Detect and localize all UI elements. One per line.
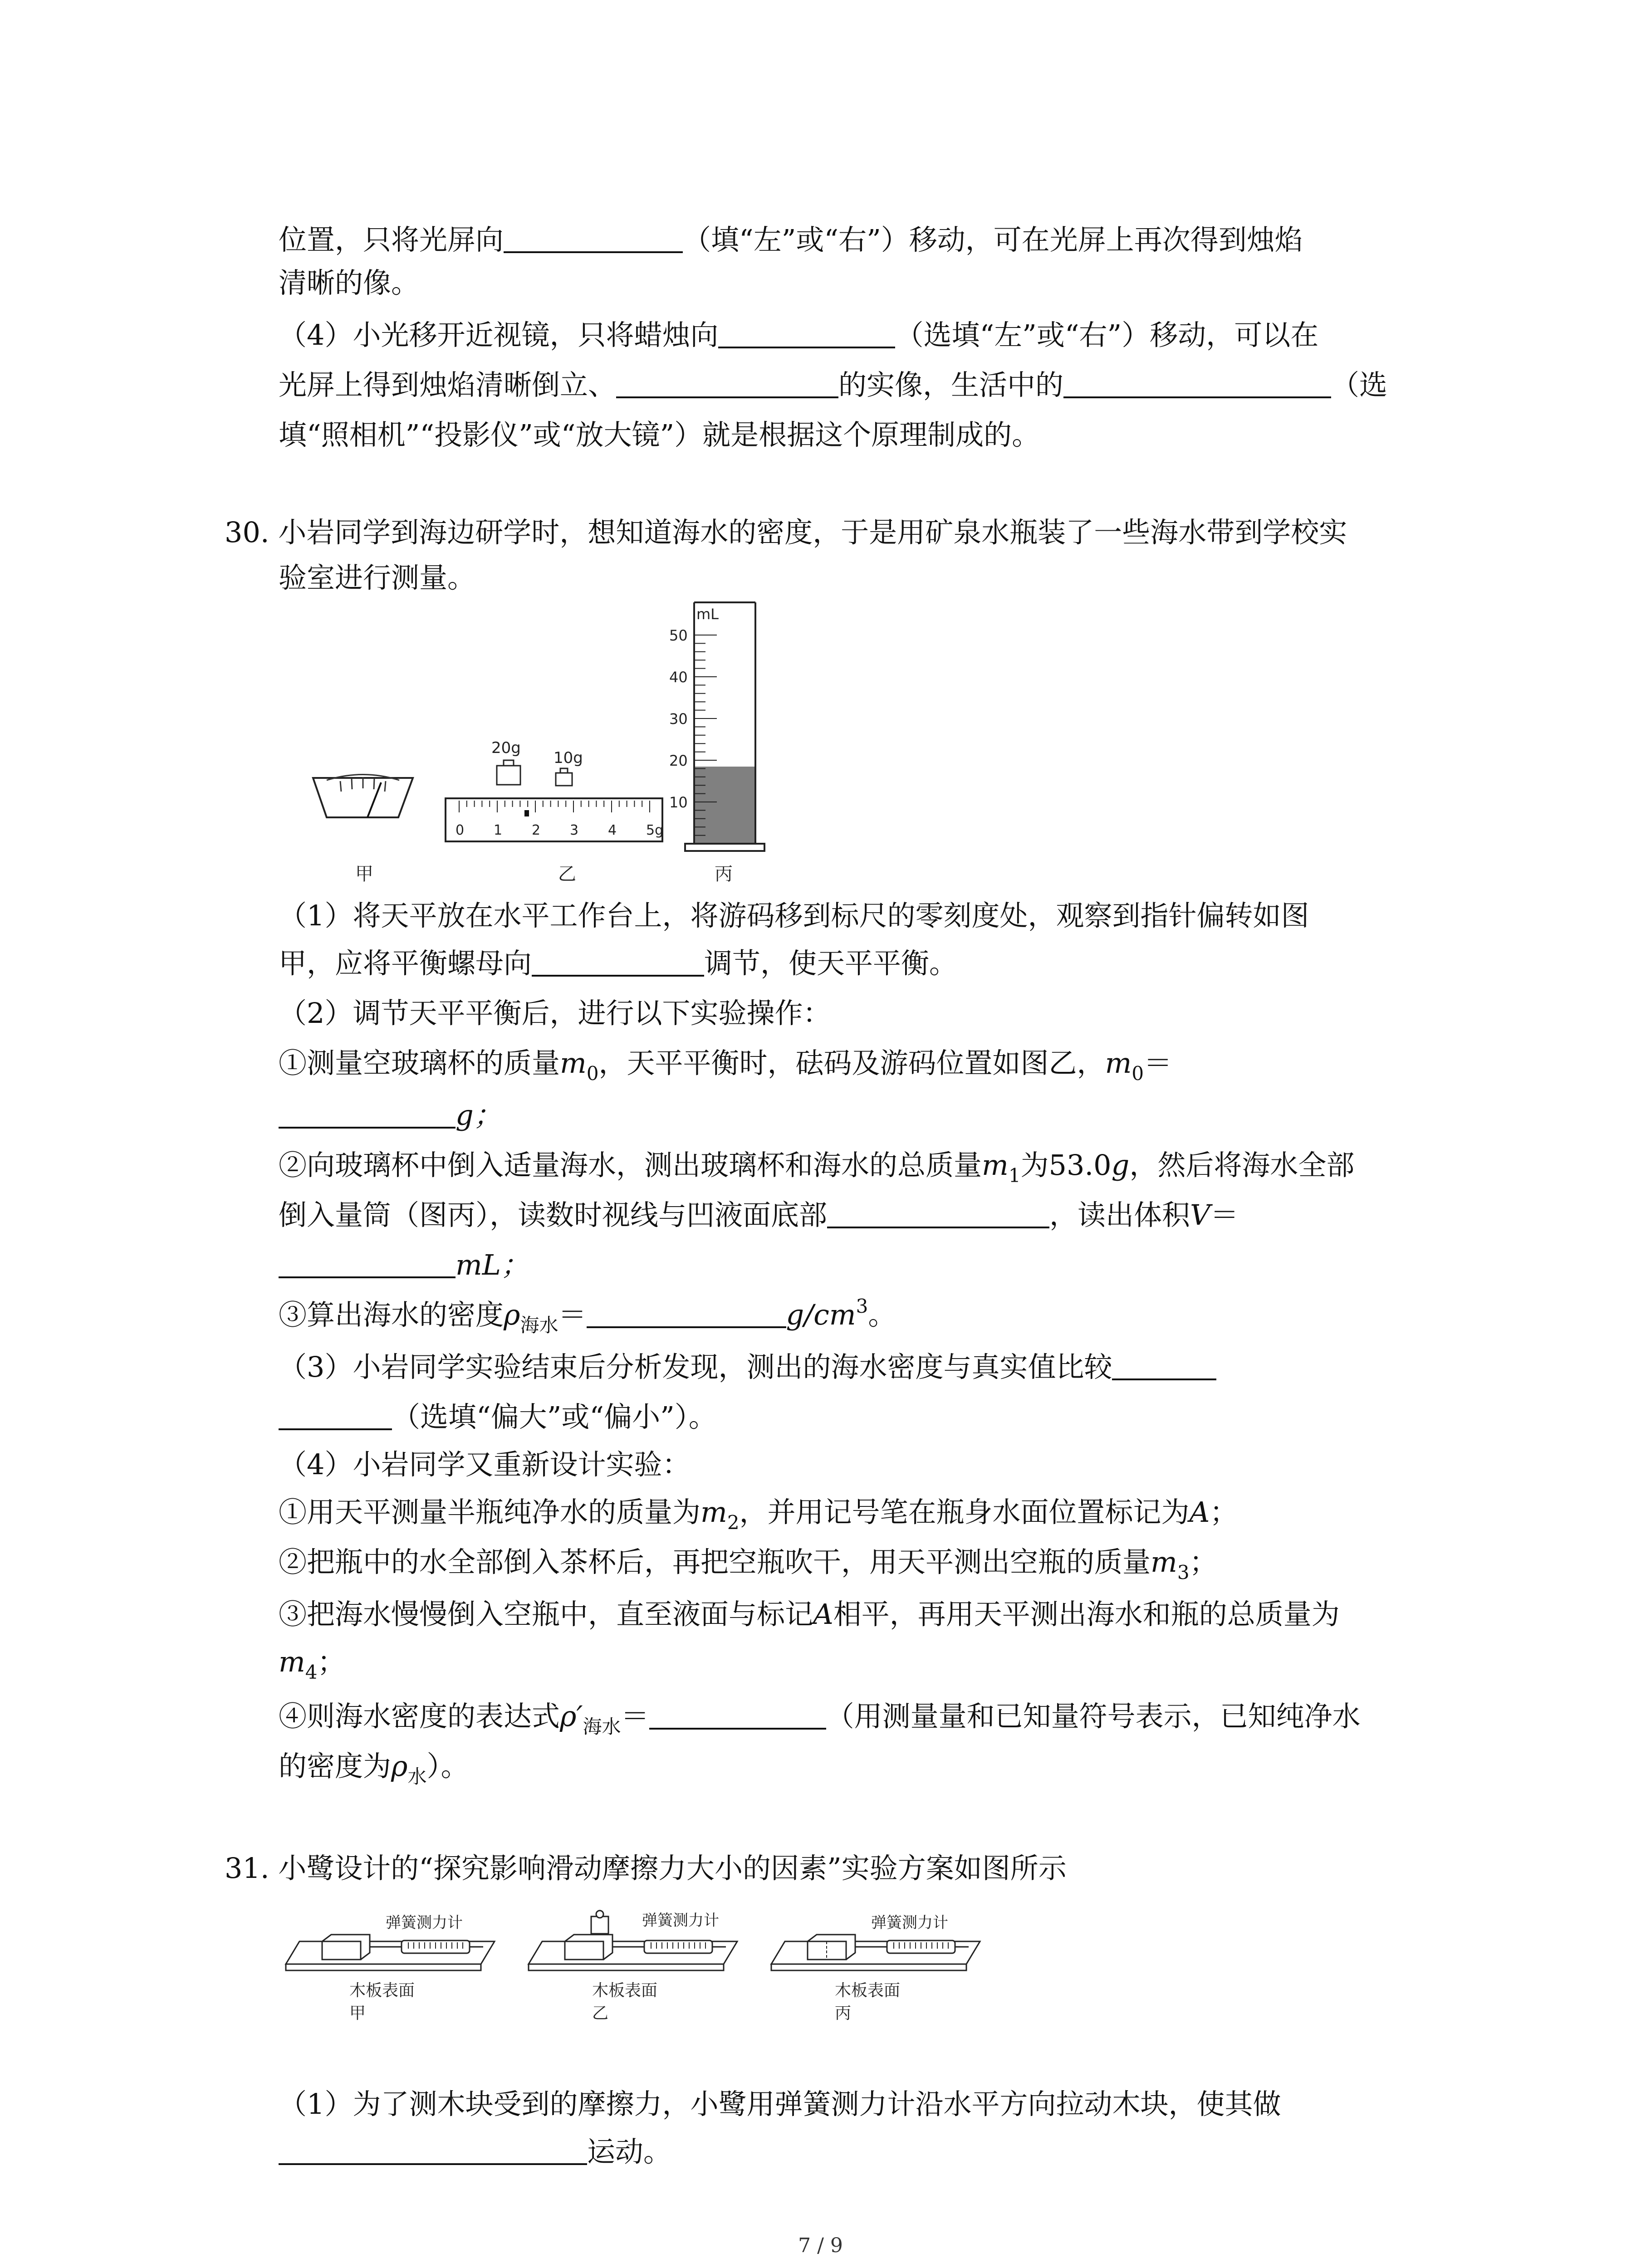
answer-blank[interactable] (718, 321, 895, 348)
figure-31-drawing (272, 1896, 989, 2068)
figure-30-drawing (309, 599, 785, 889)
q30-step2-line-1 (279, 1149, 1355, 1187)
text: ； (1210, 1496, 1238, 1529)
text: 调节，使天平平衡。 (704, 947, 958, 980)
answer-blank[interactable] (649, 1702, 826, 1730)
answer-blank[interactable] (532, 949, 704, 977)
text: 的实像，生活中的 (838, 368, 1064, 401)
scale-number: 0 (456, 822, 465, 838)
cylinder-number: 50 (669, 627, 688, 644)
answer-blank[interactable] (587, 1301, 786, 1328)
wooden-block (322, 1941, 361, 1960)
text: ④则海水密度的表达式 (279, 1700, 560, 1733)
liquid (695, 767, 754, 844)
text: （用测量量和已知量符号表示，已知纯净水 (826, 1700, 1361, 1733)
board-edge (529, 1964, 724, 1970)
text: ，然后将海水全部 (1129, 1149, 1355, 1182)
q30-part4-step3-line-2 (279, 1645, 346, 1683)
symbol-rho-prime: ρ′ (560, 1700, 583, 1733)
symbol-m: m (700, 1496, 727, 1529)
rider-scale (446, 798, 662, 841)
text: （选 (1331, 368, 1388, 401)
q30-part2-line: （2）调节天平平衡后，进行以下实验操作： (279, 997, 831, 1030)
weight-10g (556, 773, 572, 786)
board-edge (771, 1964, 966, 1970)
text: ，天平平衡时，砝码及游码位置如图乙， (598, 1046, 1105, 1080)
text: ； (1189, 1545, 1218, 1579)
label-bing: 丙 (715, 864, 733, 885)
answer-blank[interactable] (1112, 1353, 1216, 1380)
panel-label: 甲 (349, 2004, 366, 2023)
surface-label: 木板表面 (349, 1981, 415, 2000)
text: ①测量空玻璃杯的质量 (279, 1046, 560, 1080)
answer-blank[interactable] (279, 1251, 456, 1278)
q29-line-2: 清晰的像。 (279, 266, 420, 299)
q30-stem-line-1: 30. 小岩同学到海边研学时，想知道海水的密度，于是用矿泉水瓶装了一些海水带到学校实 (225, 516, 1347, 549)
q29-part4-line-3: 填“照相机”“投影仪”或“放大镜”）就是根据这个原理制成的。 (279, 418, 1040, 451)
cylinder-number: 20 (669, 752, 688, 769)
weights-and-scale (446, 739, 663, 841)
subscript: 0 (586, 1062, 599, 1085)
answer-blank[interactable] (616, 371, 838, 398)
answer-blank[interactable] (279, 2138, 587, 2165)
q30-part3-line-1 (279, 1352, 1216, 1383)
weight-on-block (591, 1916, 608, 1934)
weight-20g (497, 766, 520, 785)
q30-step3-line (279, 1295, 896, 1336)
scale-number: 5g (646, 822, 664, 838)
unit-ml: mL； (456, 1248, 529, 1281)
q30-part1-line-2 (279, 948, 957, 979)
cylinder-number: 40 (669, 669, 688, 686)
q29-part4-line-1 (279, 320, 1318, 351)
cylinder-number: 10 (669, 794, 688, 811)
q30-part4-step2 (279, 1545, 1218, 1584)
text: 甲，应将平衡螺母向 (279, 947, 532, 980)
wooden-block (565, 1941, 603, 1960)
answer-blank[interactable] (1063, 371, 1331, 398)
spring-scale-label: 弹簧测力计 (642, 1911, 719, 1930)
subscript: 1 (1008, 1164, 1021, 1187)
q30-step2-line-3 (279, 1250, 529, 1281)
text: （4）小光移开近视镜，只将蜡烛向 (279, 318, 719, 352)
text: 为53.0 (1020, 1149, 1112, 1182)
q30-step2-line-2 (279, 1200, 1239, 1231)
answer-blank[interactable] (827, 1201, 1049, 1228)
scale-number: 4 (608, 822, 617, 838)
subscript: 0 (1132, 1062, 1144, 1085)
text: 位置，只将光屏向 (279, 223, 504, 256)
q30-step1-line-1 (279, 1046, 1172, 1085)
text: 。 (868, 1298, 896, 1331)
surface-label: 木板表面 (835, 1981, 901, 2000)
text: ，读出体积 (1049, 1198, 1190, 1232)
subscript: 2 (727, 1511, 740, 1534)
q30-part4-step1 (279, 1496, 1238, 1534)
page-number: 7 / 9 (798, 2234, 843, 2257)
symbol-m: m (279, 1645, 305, 1678)
text: ）。 (426, 1750, 469, 1783)
q30-part4-line: （4）小岩同学又重新设计实验： (279, 1448, 691, 1481)
text: （选填“左”或“右”）移动，可以在 (895, 318, 1319, 352)
answer-blank[interactable] (279, 1101, 456, 1129)
unit-g: g； (456, 1099, 502, 1132)
text: 倒入量筒（图丙），读数时视线与凹液面底部 (279, 1198, 828, 1232)
board-edge (286, 1964, 481, 1970)
panel-label: 丙 (835, 2004, 852, 2023)
label-yi: 乙 (558, 864, 576, 885)
text: ③把海水慢慢倒入空瓶中，直至液面与标记 (279, 1598, 813, 1631)
q31-stem: 31. 小鹭设计的“探究影响滑动摩擦力大小的因素”实验方案如图所示 (225, 1852, 1067, 1885)
text: ①用天平测量半瓶纯净水的质量为 (279, 1496, 701, 1529)
spring-scale-label: 弹簧测力计 (871, 1914, 948, 1932)
text: （填“左”或“右”）移动，可在光屏上再次得到烛焰 (683, 223, 1303, 256)
text: （3）小岩同学实验结束后分析发现，测出的海水密度与真实值比较 (279, 1350, 1112, 1383)
cylinder-unit: mL (696, 606, 719, 623)
q30-part4-step3-line-1 (279, 1599, 1340, 1630)
q31-part1-line-2 (279, 2136, 671, 2167)
text: 的密度为 (279, 1750, 392, 1783)
q30-part3-line-2 (279, 1402, 717, 1432)
q30-part4-step4-line-1 (279, 1700, 1361, 1738)
text: 相平，再用天平测出海水和瓶的总质量为 (833, 1598, 1340, 1631)
balance-dial (313, 775, 413, 818)
symbol-a: A (1189, 1496, 1210, 1529)
q30-stem-line-2: 验室进行测量。 (279, 561, 476, 594)
symbol-rho: ρ (391, 1750, 408, 1783)
subscript: 水 (407, 1765, 427, 1788)
symbol-rho: ρ (504, 1298, 520, 1331)
q29-line-1 (279, 225, 1303, 255)
subscript: 4 (305, 1661, 318, 1683)
friction-setup-panel (286, 1914, 495, 2023)
figure-30 (309, 599, 785, 889)
symbol-v: V (1190, 1198, 1210, 1232)
unit-density: g/cm (786, 1298, 856, 1331)
text: ③算出海水的密度 (279, 1298, 504, 1331)
text: ＝ (558, 1298, 587, 1331)
symbol-m: m (1151, 1545, 1177, 1579)
q31-part1-line-1: （1）为了测木块受到的摩擦力，小鹭用弹簧测力计沿水平方向拉动木块，使其做 (279, 2087, 1281, 2121)
superscript: 3 (856, 1295, 868, 1317)
symbol-m: m (982, 1149, 1009, 1182)
scale-number: 2 (532, 822, 541, 838)
scale-number: 1 (494, 822, 503, 838)
text: ； (317, 1645, 346, 1678)
surface-label: 木板表面 (592, 1981, 658, 2000)
text: （选填“偏大”或“偏小”）。 (392, 1400, 717, 1433)
text: 运动。 (587, 2135, 672, 2168)
cylinder-number: 30 (669, 710, 688, 728)
subscript: 海水 (520, 1314, 558, 1336)
cylinder-base (685, 844, 764, 851)
text: ＝ (621, 1700, 649, 1733)
friction-setup-panel (771, 1914, 980, 2023)
symbol-m: m (560, 1046, 587, 1080)
panel-label: 乙 (592, 2004, 609, 2023)
subscript: 海水 (583, 1716, 621, 1738)
rider (524, 810, 529, 816)
scale-number: 3 (570, 822, 579, 838)
weight-10g-label: 10g (554, 749, 583, 767)
friction-setup-panel (529, 1911, 737, 2023)
q29-part4-line-2 (279, 370, 1387, 401)
text: ，并用记号笔在瓶身水面位置标记为 (739, 1496, 1190, 1529)
q30-part4-step4-line-2 (279, 1750, 469, 1788)
text: ＝ (1210, 1198, 1239, 1232)
weight-20g-label: 20g (491, 739, 521, 757)
label-jia: 甲 (355, 864, 373, 885)
measuring-cylinder (669, 602, 764, 851)
answer-blank[interactable] (279, 1403, 392, 1430)
symbol-m: m (1105, 1046, 1132, 1080)
spring-scale-label: 弹簧测力计 (386, 1914, 463, 1932)
text: 光屏上得到烛焰清晰倒立、 (279, 368, 617, 401)
text: ②向玻璃杯中倒入适量海水，测出玻璃杯和海水的总质量 (279, 1149, 982, 1182)
text: ＝ (1144, 1046, 1172, 1080)
answer-blank[interactable] (504, 226, 683, 253)
q30-step1-line-2 (279, 1100, 502, 1131)
text: ②把瓶中的水全部倒入茶杯后，再把空瓶吹干，用天平测出空瓶的质量 (279, 1545, 1151, 1579)
subscript: 3 (1177, 1561, 1190, 1584)
unit-g: g (1111, 1149, 1130, 1182)
figure-31 (272, 1896, 989, 2068)
q30-part1-line-1: （1）将天平放在水平工作台上，将游码移到标尺的零刻度处，观察到指针偏转如图 (279, 899, 1309, 932)
symbol-a: A (813, 1598, 833, 1631)
